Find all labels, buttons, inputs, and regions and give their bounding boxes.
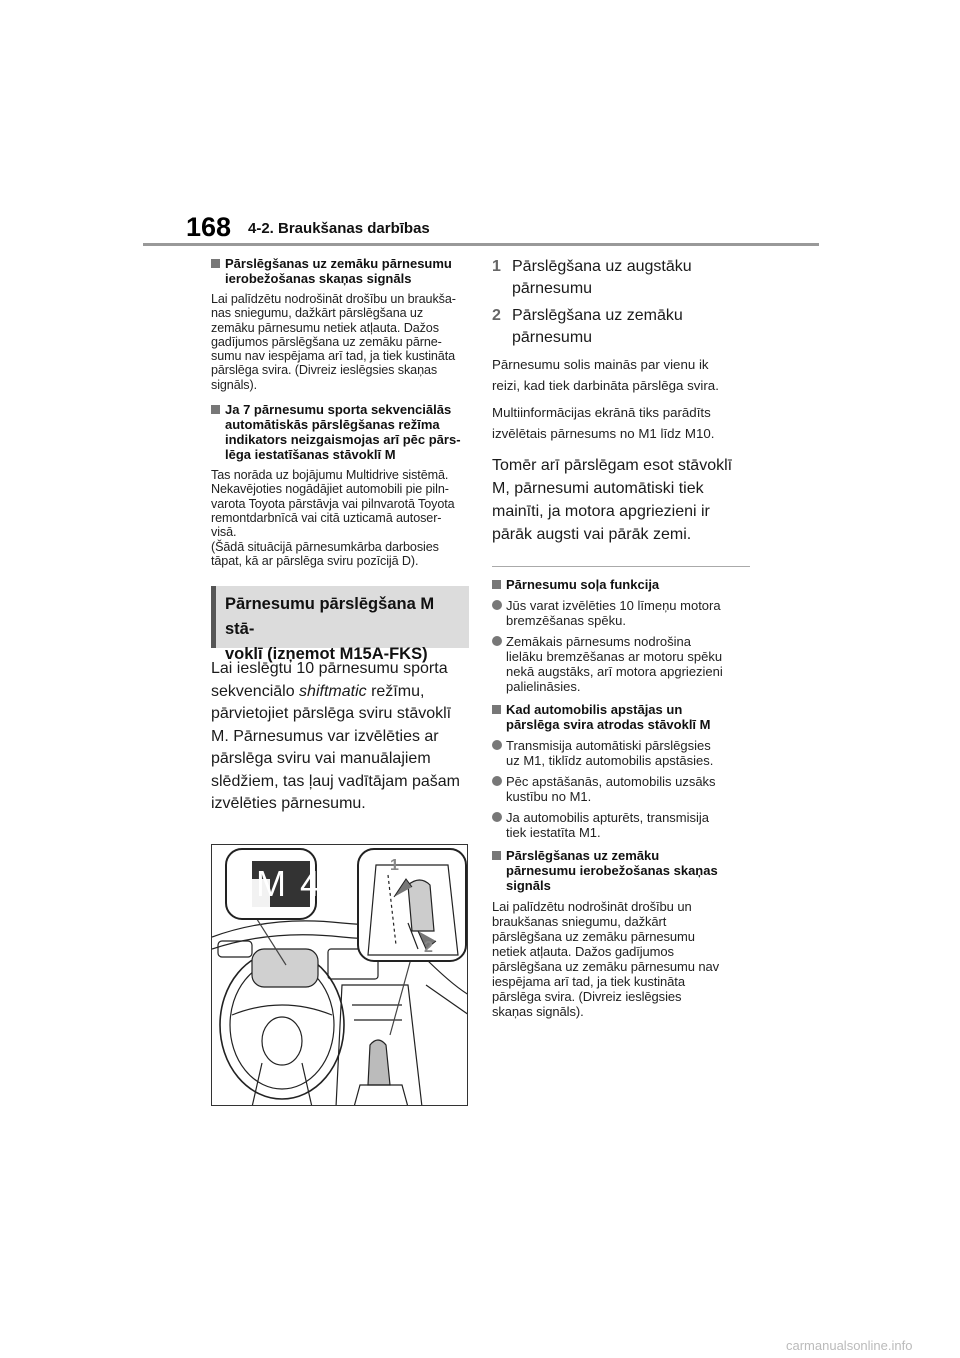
left-column (211, 256, 469, 816)
auto-change-text: Tomēr arī pārslēgam esot stāvoklī M, pārnesumi automātiski tiek mainīti, ja motora apgriezieni ir pārāk augsti vai pārāk zemi. (492, 457, 733, 543)
upshift-item: 1 Pārslēgšana uz augstāku pārnesumu (492, 258, 692, 297)
list-item: Zemākais pārnesums nodrošina lielāku bremzēšanas ar motoru spēku nekā augstāks, arī motora apgriezieni palielināsies. (492, 634, 750, 694)
m-mode-section-heading: Pārnesumu pārslēgšana M stā- voklī (izņemot M15A-FKS) (211, 586, 469, 648)
gear-step-function-heading: Pārnesumu soļa funkcija (492, 577, 750, 592)
round-bullet-icon (492, 600, 502, 610)
vehicle-stop-heading: Kad automobilis apstājas un pārslēga svira atrodas stāvoklī M (492, 702, 750, 732)
gear-step-text: Pārnesumu solis mainās par vienu ik reizi, kad tiek darbināta pārslēga svira. (492, 357, 719, 393)
list-item: Ja automobilis apturēts, transmisija tiek iestatīta M1. (492, 810, 750, 840)
downshift-warning-heading-right: Pārslēgšanas uz zemāku pārnesumu ierobežošanas skaņas signāls (492, 848, 750, 893)
downshift-warning-text-right: Lai palīdzētu nodrošināt drošību un braukšanas sniegumu, dažkārt pārslēgšana uz zemāku pārnesumu netiek atļauta. Dažos gadījumos pārslēgšana uz zemāku pārnesumu nav iespējama arī tad, ja tiek kustināta pārslēga svira. (Divreiz ieslēgsies skaņas signāls). (492, 899, 720, 1019)
m-mode-intro-text: Lai ieslēgtu 10 pārnesumu sporta sekvenciālo shiftmatic režīmu, pārvietojiet pārslēga sviru stāvoklī M. Pārnesumus var izvēlēties ar pārslēga sviru vai manuālajiem slēdžiem, tas ļauj vadītājam pašam izvēlēties pārnesumu. (211, 660, 460, 813)
square-bullet-icon (211, 405, 220, 414)
round-bullet-icon (492, 740, 502, 750)
indicator-fault-text: Tas norāda uz bojājumu Multidrive sistēmā. Nekavējoties nogādājiet automobili pie piln- varota Toyota pārstāvja vai pilnvarotā Toyota remontdarbnīcā vai citā uzticamā autoser- visā. (Šādā situācijā pārnesumkārba darbosies tāpat, kā ar pārslēga sviru pozīcijā D). (211, 468, 455, 568)
page-number: 168 (186, 212, 232, 242)
round-bullet-icon (492, 636, 502, 646)
indicator-fault-heading: Ja 7 pārnesumu sporta sekvenciālās automātiskās pārslēgšanas režīma indikators neizgaismojas arī pēc pārs- lēga iestatīšanas stāvoklī M (211, 402, 469, 462)
round-bullet-icon (492, 812, 502, 822)
section-divider (492, 566, 750, 567)
mid-display-text: Multiinformācijas ekrānā tiks parādīts izvēlētais pārnesums no M1 līdz M10. (492, 405, 715, 441)
list-item: Transmisija automātiski pārslēgsies uz M1, tiklīdz automobilis apstāsies. (492, 738, 750, 768)
watermark: carmanualsonline.info (786, 1338, 913, 1353)
downshift-warning-heading: Pārslēgšanas uz zemāku pārnesumu ierobežošanas skaņas signāls (211, 256, 469, 286)
section-title: 4-2. Braukšanas darbības (248, 220, 430, 237)
round-bullet-icon (492, 776, 502, 786)
square-bullet-icon (492, 851, 501, 860)
downshift-warning-text: Lai palīdzētu nodrošināt drošību un braukša- nas sniegumu, dažkārt pārslēgšana uz zemāku pārnesumu netiek atļauta. Dažos gadījumos pārslēgšana uz zemāku pārne- sumu nav iespējama arī tad, ja tiek kustināta pārslēga svira. (Divreiz ieslēgsies skaņas signāls). (211, 292, 456, 392)
list-item: Jūs varat izvēlēties 10 līmeņu motora bremzēšanas spēku. (492, 598, 750, 628)
square-bullet-icon (492, 705, 501, 714)
callout-label-1: 1 (390, 857, 399, 874)
square-bullet-icon (211, 259, 220, 268)
list-item: Pēc apstāšanās, automobilis uzsāks kustību no M1. (492, 774, 750, 804)
dashboard-drawing (212, 845, 468, 1106)
shift-lever-illustration (211, 844, 468, 1106)
square-bullet-icon (492, 580, 501, 589)
right-column (492, 256, 750, 1019)
downshift-item: 2 Pārslēgšana uz zemāku pārnesumu (492, 307, 683, 346)
callout-label-2: 2 (424, 939, 433, 956)
header-rule (143, 243, 819, 246)
gear-indicator-text: M 4 (256, 863, 323, 904)
